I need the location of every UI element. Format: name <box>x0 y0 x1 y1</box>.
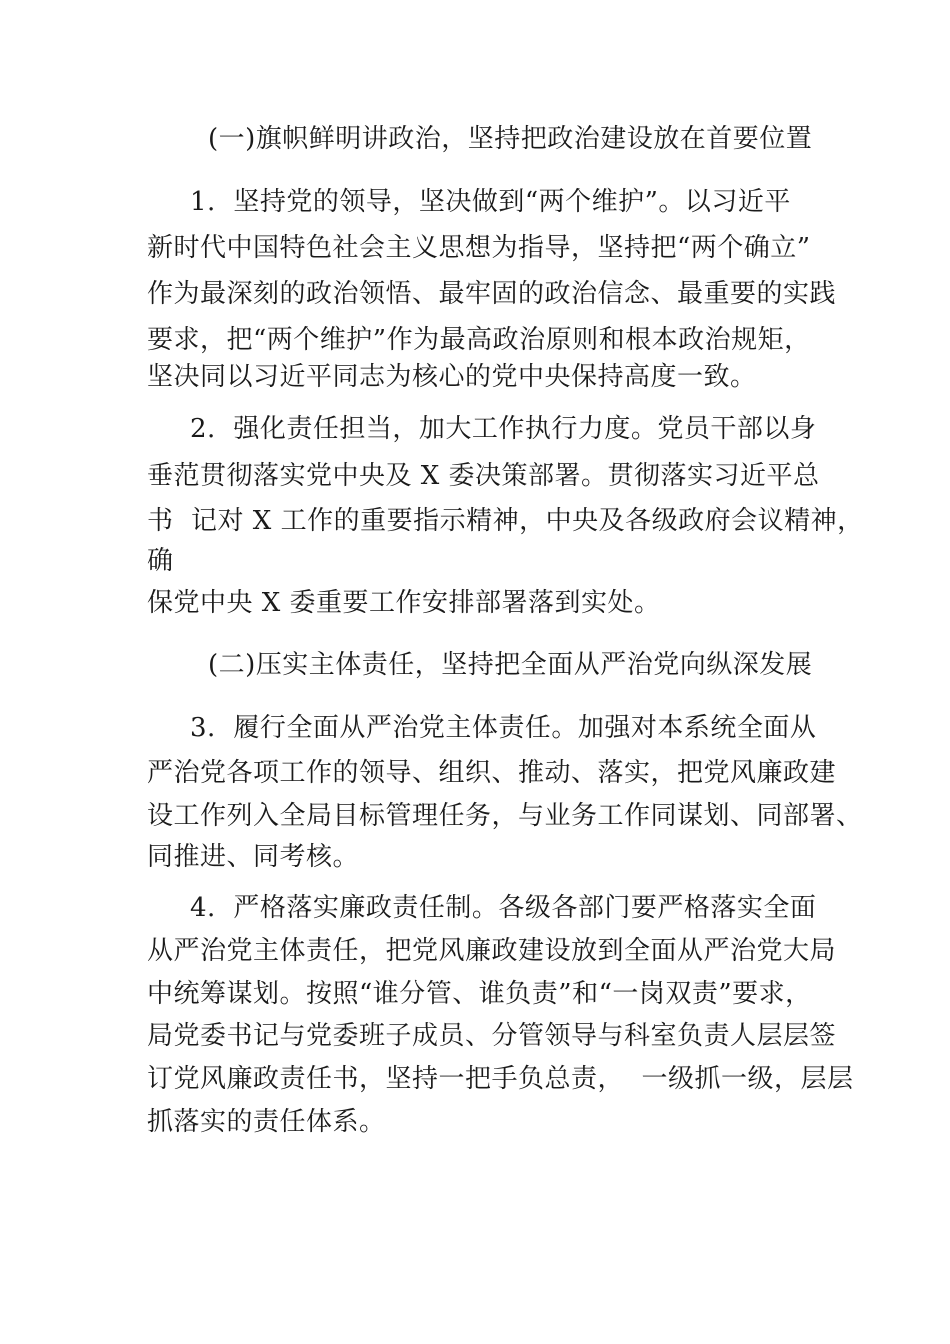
item-2-line-3: 书 记对 X 工作的重要指示精神，中央及各级政府会议精神， <box>147 506 864 536</box>
item-3-line-3: 设工作列入全局目标管理任务，与业务工作同谋划、同部署、 <box>147 801 863 831</box>
item-4-line-1: 4. 严格落实廉政责任制。各级各部门要严格落实全面 <box>190 893 817 923</box>
section-heading-1: (一)旗帜鲜明讲政治，坚持把政治建设放在首要位置 <box>208 124 813 154</box>
item-4-line-4: 局党委书记与党委班子成员、分管领导与科室负责人层层签 <box>147 1021 837 1051</box>
item-2-line-5: 保党中央 X 委重要工作安排部署落到实处。 <box>147 588 661 618</box>
item-4-line-3: 中统筹谋划。按照“谁分管、谁负责”和“一岗双责”要求， <box>147 979 812 1009</box>
item-4-line-5: 订党风廉政责任书，坚持一把手负总责， 一级抓一级，层层 <box>147 1064 854 1094</box>
item-2-line-2: 垂范贯彻落实党中央及 X 委决策部署。贯彻落实习近平总 <box>147 461 820 491</box>
section-heading-2: (二)压实主体责任，坚持把全面从严治党向纵深发展 <box>208 650 813 680</box>
item-3-line-1: 3. 履行全面从严治党主体责任。加强对本系统全面从 <box>190 713 817 743</box>
item-2-line-4: 确 <box>147 546 174 576</box>
item-4-line-6: 抓落实的责任体系。 <box>147 1107 386 1137</box>
item-1-line-4: 要求，把“两个维护”作为最高政治原则和根本政治规矩， <box>147 325 811 355</box>
item-4-line-2: 从严治党主体责任，把党风廉政建设放到全面从严治党大局 <box>147 936 837 966</box>
item-1-line-5: 坚决同以习近平同志为核心的党中央保持高度一致。 <box>147 362 757 392</box>
item-2-line-1: 2. 强化责任担当，加大工作执行力度。党员干部以身 <box>190 414 817 444</box>
item-3-line-2: 严治党各项工作的领导、组织、推动、落实，把党风廉政建 <box>147 758 837 788</box>
item-1-line-3: 作为最深刻的政治领悟、最牢固的政治信念、最重要的实践 <box>147 279 837 309</box>
item-1-line-2: 新时代中国特色社会主义思想为指导，坚持把“两个确立” <box>147 233 811 263</box>
item-1-line-1: 1. 坚持党的领导，坚决做到“两个维护”。以习近平 <box>190 187 791 217</box>
item-3-line-4: 同推进、同考核。 <box>147 842 360 872</box>
